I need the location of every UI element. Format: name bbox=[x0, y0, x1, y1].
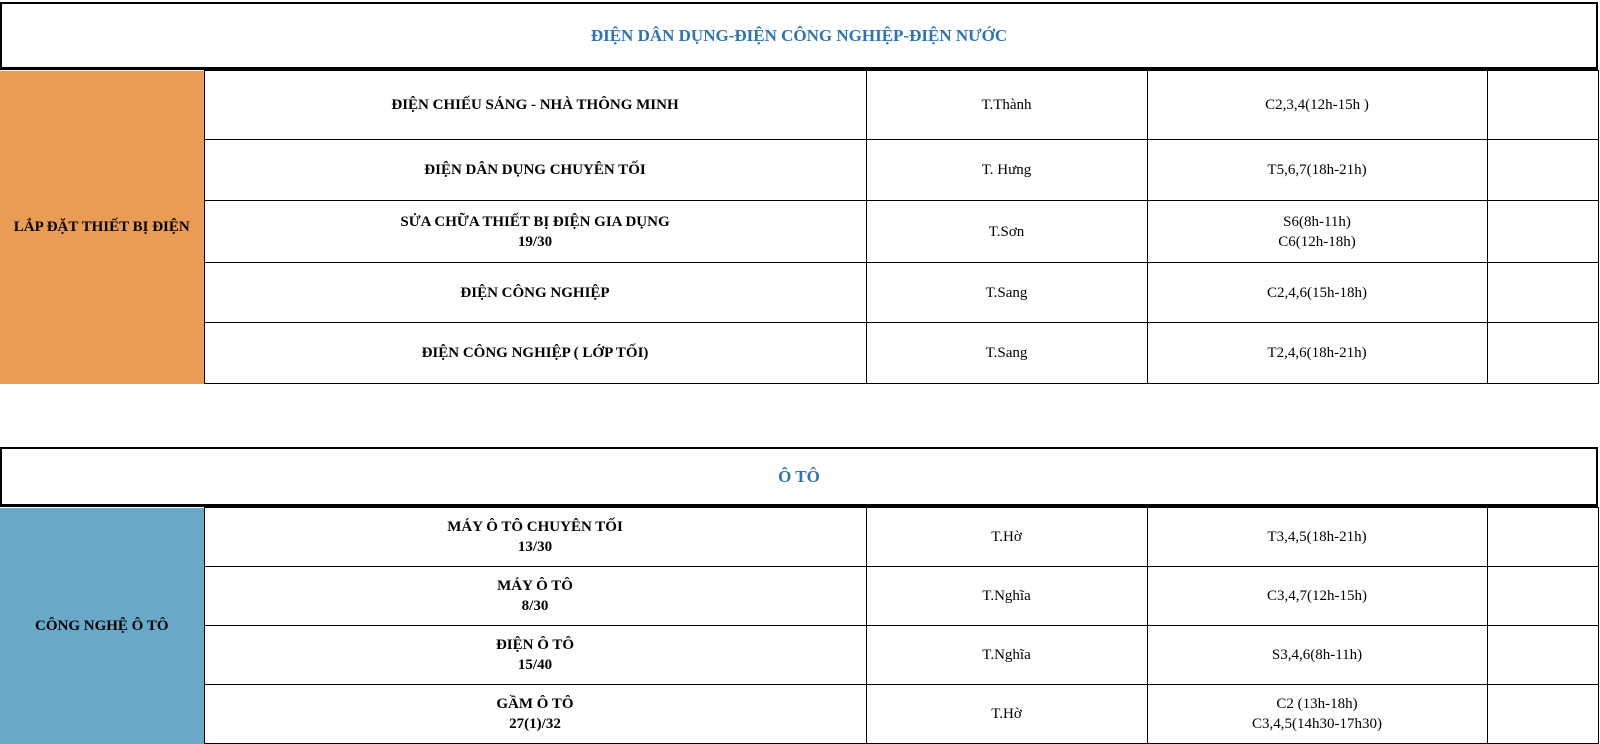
course-name: ĐIỆN CÔNG NGHIỆP ( LỚP TỐI) bbox=[421, 345, 649, 361]
enrollment-count: 8/30 bbox=[521, 598, 549, 614]
schedule-cell bbox=[1147, 323, 1487, 384]
course-name-cell bbox=[204, 685, 866, 744]
course-name-cell bbox=[204, 140, 866, 201]
note-cell bbox=[1487, 567, 1598, 626]
course-name-cell bbox=[204, 71, 866, 140]
course-table bbox=[0, 70, 1599, 384]
course-name: ĐIỆN Ô TÔ bbox=[495, 637, 575, 653]
teacher-cell: T.Sang bbox=[866, 323, 1147, 384]
course-name: ĐIỆN CHIẾU SÁNG - NHÀ THÔNG MINH bbox=[391, 97, 679, 113]
table-row bbox=[0, 263, 1598, 323]
course-name: MÁY Ô TÔ CHUYÊN TỐI bbox=[447, 519, 623, 535]
note-cell bbox=[1487, 626, 1598, 685]
course-name: MÁY Ô TÔ bbox=[497, 578, 573, 594]
course-name-cell bbox=[204, 201, 866, 263]
schedule-line: C2,4,6(15h-18h) bbox=[1267, 284, 1367, 301]
table-row bbox=[0, 626, 1598, 685]
table-row bbox=[0, 567, 1598, 626]
teacher-cell: T.Hờ bbox=[866, 508, 1147, 567]
note-cell bbox=[1487, 71, 1598, 140]
enrollment-count: 15/40 bbox=[517, 657, 553, 673]
course-name: GẦM Ô TÔ bbox=[496, 696, 574, 712]
course-name: ĐIỆN CÔNG NGHIỆP bbox=[460, 284, 610, 301]
category-cell: LẮP ĐẶT THIẾT BỊ ĐIỆN bbox=[0, 71, 204, 384]
teacher-cell: T.Sang bbox=[866, 263, 1147, 323]
teacher-cell: T.Nghĩa bbox=[866, 567, 1147, 626]
table-row bbox=[0, 508, 1598, 567]
schedule-line: S6(8h-11h) bbox=[1283, 213, 1351, 230]
section-electrical bbox=[0, 2, 1598, 384]
course-table bbox=[0, 507, 1599, 744]
course-name: ĐIỆN DÂN DỤNG CHUYÊN TỐI bbox=[424, 162, 646, 178]
schedule-cell bbox=[1147, 685, 1487, 744]
table-row bbox=[0, 71, 1598, 140]
enrollment-count: 19/30 bbox=[517, 233, 553, 250]
schedule-line: C2 (13h-18h) bbox=[1276, 696, 1358, 712]
enrollment-count: 27(1)/32 bbox=[509, 716, 561, 732]
schedule-line: C3,4,5(14h30-17h30) bbox=[1252, 716, 1382, 732]
course-name-cell bbox=[204, 567, 866, 626]
note-cell bbox=[1487, 263, 1598, 323]
section-title: Ô TÔ bbox=[0, 447, 1598, 507]
course-name-cell bbox=[204, 508, 866, 567]
course-name-cell bbox=[204, 263, 866, 323]
teacher-cell: T.Hờ bbox=[866, 685, 1147, 744]
note-cell bbox=[1487, 685, 1598, 744]
table-row bbox=[0, 140, 1598, 201]
course-name-cell bbox=[204, 323, 866, 384]
note-cell bbox=[1487, 140, 1598, 201]
schedule-line: C3,4,7(12h-15h) bbox=[1267, 588, 1367, 604]
schedule-cell bbox=[1147, 567, 1487, 626]
category-cell: CÔNG NGHỆ Ô TÔ bbox=[0, 508, 204, 744]
teacher-cell: T. Hưng bbox=[866, 140, 1147, 201]
schedule-cell bbox=[1147, 508, 1487, 567]
course-name-cell bbox=[204, 626, 866, 685]
note-cell bbox=[1487, 201, 1598, 263]
table-row bbox=[0, 201, 1598, 263]
table-row bbox=[0, 323, 1598, 384]
schedule-cell bbox=[1147, 263, 1487, 323]
teacher-cell: T.Nghĩa bbox=[866, 626, 1147, 685]
teacher-cell: T.Thành bbox=[866, 71, 1147, 140]
schedule-line: T3,4,5(18h-21h) bbox=[1267, 529, 1367, 545]
course-name: SỬA CHỮA THIẾT BỊ ĐIỆN GIA DỤNG bbox=[400, 213, 670, 230]
schedule-line: T5,6,7(18h-21h) bbox=[1267, 162, 1367, 178]
table-row bbox=[0, 685, 1598, 744]
schedule-line: S3,4,6(8h-11h) bbox=[1271, 647, 1363, 663]
section-title: ĐIỆN DÂN DỤNG-ĐIỆN CÔNG NGHIỆP-ĐIỆN NƯỚC bbox=[0, 2, 1598, 70]
schedule-cell bbox=[1147, 626, 1487, 685]
schedule-cell bbox=[1147, 201, 1487, 263]
teacher-cell: T.Sơn bbox=[866, 201, 1147, 263]
enrollment-count: 13/30 bbox=[517, 539, 553, 555]
schedule-line: T2,4,6(18h-21h) bbox=[1267, 345, 1367, 361]
schedule-cell bbox=[1147, 71, 1487, 140]
section-automotive bbox=[0, 447, 1598, 744]
schedule-line: C6(12h-18h) bbox=[1278, 233, 1356, 250]
schedule-line: C2,3,4(12h-15h ) bbox=[1265, 97, 1369, 113]
note-cell bbox=[1487, 508, 1598, 567]
note-cell bbox=[1487, 323, 1598, 384]
schedule-cell bbox=[1147, 140, 1487, 201]
